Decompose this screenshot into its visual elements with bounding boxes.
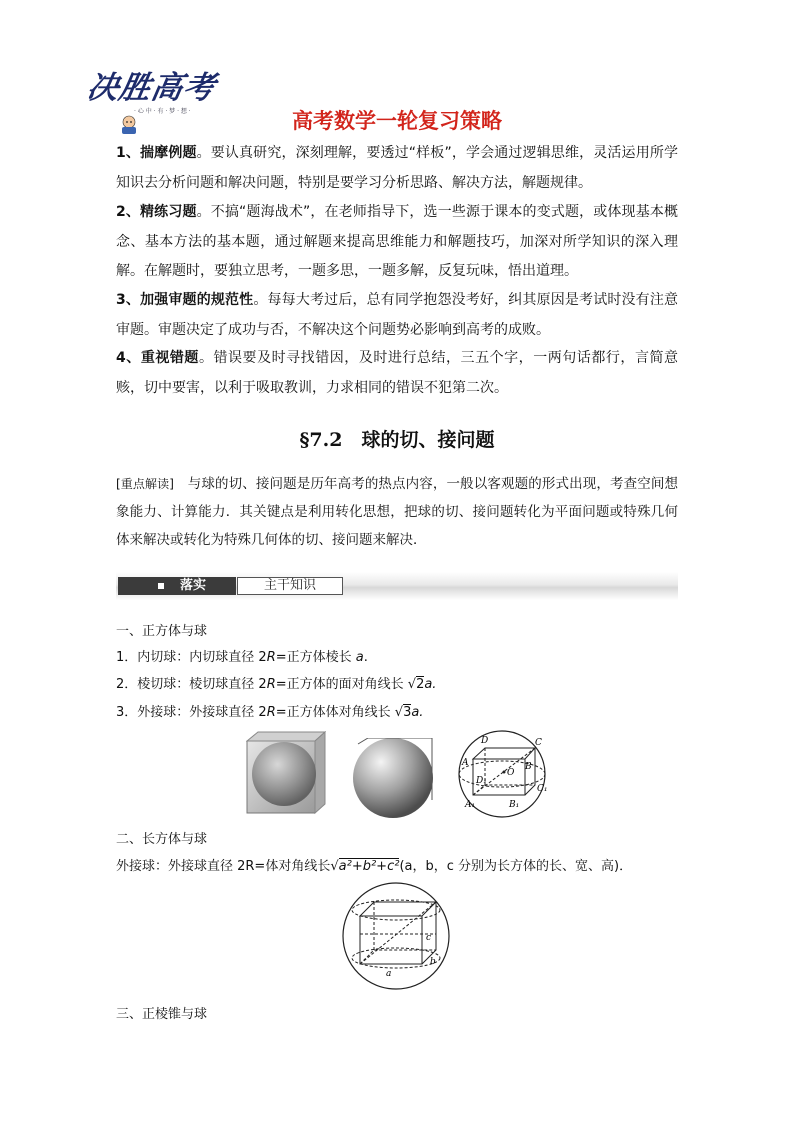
- part1-item-1: 1．内切球：内切球直径 2R=正方体棱长 a.: [116, 650, 368, 665]
- strategy-3: 3、加强审题的规范性。每每大考过后，总有同学抱怨没考好，纠其原因是考试时没有注意审题。审题决定了成功与否，不解决这个问题势必影响到高考的成败。: [116, 292, 679, 338]
- label-b: b: [430, 957, 436, 967]
- strategy-1: 1、揣摩例题。要认真研究，深刻理解，要透过“样板”，学会通过逻辑思维，灵活运用所学知识去分析问题和解决问题，特别是要学习分析思路、解决方法，解题规律。: [116, 145, 678, 191]
- label-C1: C₁: [537, 784, 548, 794]
- label-O: O: [507, 768, 515, 778]
- label-c: c: [426, 933, 432, 943]
- label-A: A: [462, 758, 469, 768]
- logo-subtitle: · 心 中 · 有 · 梦 · 想 ·: [134, 108, 191, 115]
- focus-tag: [重点解读]: [116, 477, 174, 491]
- label-D1: D₁: [476, 776, 487, 786]
- label-a: a: [386, 969, 392, 979]
- part2-text: 外接球：外接球直径 2R=体对角线长√a²+b²+c²(a，b，c 分别为长方体的长、宽、高)．: [116, 859, 633, 874]
- cube-circumscribed-sphere-figure: [455, 729, 549, 819]
- section-title: §7.2 球的切、接问题: [299, 429, 495, 451]
- band-label-dark: 落实: [118, 577, 236, 595]
- part1-heading: 一、正方体与球: [116, 624, 208, 639]
- cube-inscribed-sphere-figure: [246, 731, 326, 815]
- band-label-light: 主干知识: [237, 577, 343, 595]
- label-A1: A₁: [465, 800, 476, 810]
- cube-edge-sphere-figure: [350, 738, 438, 818]
- strategy-4: 4、重视错题。错误要及时寻找错因，及时进行总结，三五个字，一两句话都行，言简意赅，切中要害，以利于吸取教训，力求相同的错误不犯第二次。: [116, 350, 679, 396]
- strategy-2: 2、精练习题。不搞“题海战术”，在老师指导下，选一些源于课本的变式题，或体现基本概念、基本方法的基本题，通过解题来提高思维能力和解题技巧，加深对所学知识的深入理解。在解题时，要独立思考，一题多思，一题多解，反复玩味，悟出道理。: [116, 204, 678, 279]
- part1-item-2: 2．棱切球：棱切球直径 2R=正方体的面对角线长 √2a.: [116, 677, 437, 692]
- square-bullet-icon: [158, 583, 164, 589]
- box-circumscribed-sphere-figure: [340, 880, 452, 992]
- label-D: D: [481, 736, 489, 746]
- focus-paragraph: [重点解读] 与球的切、接问题是历年高考的热点内容，一般以客观题的形式出现，考查空间想象能力、计算能力．其关键点是利用转化思想，把球的切、接问题转化为平面问题或特殊几何体来解决或转化为特殊几何体的切、接问题来解决．: [116, 476, 678, 548]
- label-B: B: [525, 762, 532, 772]
- label-B1: B₁: [509, 800, 520, 810]
- part2-heading: 二、长方体与球: [116, 832, 208, 847]
- label-C: C: [535, 738, 542, 748]
- logo-text: 决胜高考: [84, 70, 219, 106]
- part3-heading: 三、正棱锥与球: [116, 1007, 208, 1022]
- part1-item-3: 3．外接球：外接球直径 2R=正方体体对角线长 √3a.: [116, 705, 424, 720]
- page-title: 高考数学一轮复习策略: [292, 109, 502, 133]
